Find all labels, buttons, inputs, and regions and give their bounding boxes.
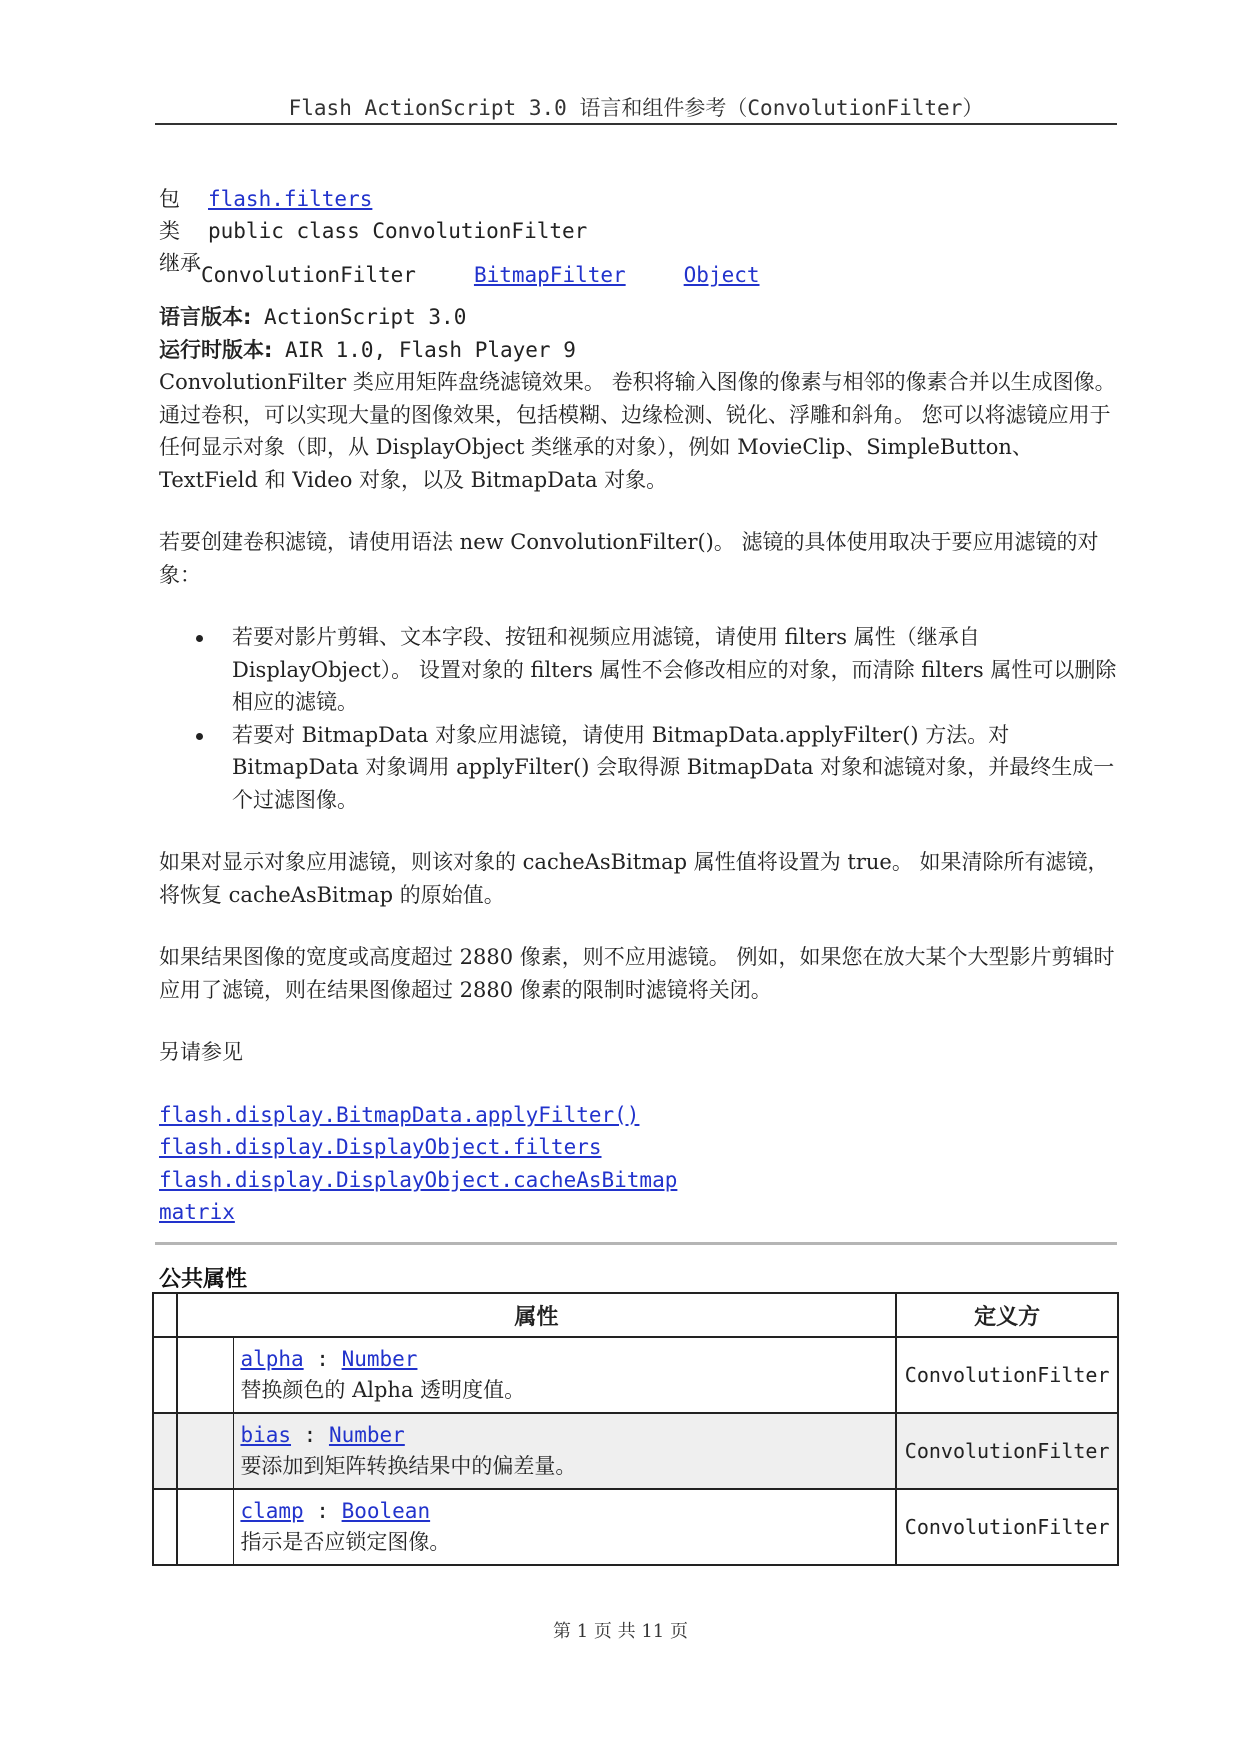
public-properties-table	[152, 1292, 1119, 1566]
inheritance-row	[159, 251, 1119, 301]
see-also-link-applyfilter[interactable]: flash.display.BitmapData.applyFilter()	[159, 1102, 640, 1127]
column-header-defined-by: 定义方	[896, 1293, 1118, 1337]
property-name-link[interactable]: alpha	[240, 1347, 304, 1371]
package-row	[159, 183, 1119, 215]
intro-paragraph: ConvolutionFilter 类应用矩阵盘绕滤镜效果。 卷积将输入图像的像素与相邻的像素合并以生成图像。 通过卷积，可以实现大量的图像效果，包括模糊、边缘检测、锐化、浮雕和斜角。 您可以将滤镜应用于任何显示对象（即，从 DisplayObject 类继承的对象），例如 MovieClip、SimpleButton、TextField 和 Video 对象，以及 BitmapData 对象。	[159, 370, 1116, 492]
property-cell: clamp : Boolean 指示是否应锁定图像。	[234, 1489, 896, 1565]
document-body	[159, 183, 1119, 1229]
runtime-version-label: 运行时版本:	[159, 337, 273, 362]
property-type-link[interactable]: Number	[341, 1347, 418, 1371]
usage-list	[159, 621, 1119, 816]
table-row	[153, 1337, 1118, 1413]
property-name-link[interactable]: bias	[240, 1423, 292, 1447]
class-declaration: public class ConvolutionFilter	[208, 219, 588, 243]
column-header-property: 属性	[177, 1293, 897, 1337]
property-cell: bias : Number 要添加到矩阵转换结果中的偏差量。	[234, 1413, 896, 1489]
public-properties-title: 公共属性	[159, 1267, 248, 1292]
defined-by-cell: ConvolutionFilter	[896, 1337, 1118, 1413]
list-item: 若要对影片剪辑、文本字段、按钮和视频应用滤镜，请使用 filters 属性（继承自 DisplayObject）。 设置对象的 filters 属性不会修改相应的对象，而清除 filters 属性可以删除相应的滤镜。	[232, 621, 1119, 719]
language-version-value: ActionScript 3.0	[251, 305, 467, 329]
property-description: 要添加到矩阵转换结果中的偏差量。	[240, 1454, 577, 1478]
defined-by-cell: ConvolutionFilter	[896, 1413, 1118, 1489]
inheritance-link-object[interactable]: Object	[683, 263, 760, 287]
list-item: 若要对 BitmapData 对象应用滤镜，请使用 BitmapData.applyFilter() 方法。对 BitmapData 对象调用 applyFilter() 会取得源 BitmapData 对象和滤镜对象，并最终生成一个过滤图像。	[232, 719, 1119, 817]
property-description: 指示是否应锁定图像。	[240, 1530, 451, 1554]
header-rule	[155, 123, 1117, 125]
class-row	[159, 215, 1119, 247]
runtime-version-row	[159, 334, 1119, 367]
section-divider	[155, 1242, 1117, 1245]
runtime-version-value: AIR 1.0, Flash Player 9	[272, 337, 576, 362]
property-cell: alpha : Number 替换颜色的 Alpha 透明度值。	[234, 1337, 896, 1413]
language-version-label: 语言版本:	[159, 305, 252, 329]
package-label: 包	[159, 187, 180, 211]
see-also-link-cacheasbitmap[interactable]: flash.display.DisplayObject.cacheAsBitmap	[159, 1167, 678, 1192]
page-header-title: Flash ActionScript 3.0 语言和组件参考（ConvolutionFilter）	[288, 96, 984, 120]
see-also-title: 另请参见	[159, 1040, 243, 1064]
see-also-link-filters[interactable]: flash.display.DisplayObject.filters	[159, 1135, 602, 1159]
class-label: 类	[159, 219, 180, 243]
defined-by-cell: ConvolutionFilter	[896, 1489, 1118, 1565]
table-row	[153, 1413, 1118, 1489]
inheritance-label: 继承	[159, 251, 201, 275]
property-type-link[interactable]: Boolean	[341, 1499, 431, 1523]
page-footer: 第 1 页 共 11 页	[553, 1621, 688, 1642]
property-description: 替换颜色的 Alpha 透明度值。	[240, 1378, 526, 1402]
table-header-spacer	[153, 1293, 177, 1337]
property-name-link[interactable]: clamp	[240, 1499, 304, 1523]
table-row	[153, 1489, 1118, 1565]
package-link[interactable]: flash.filters	[208, 187, 373, 211]
table-header-row	[153, 1293, 1118, 1337]
cache-paragraph: 如果对显示对象应用滤镜，则该对象的 cacheAsBitmap 属性值将设置为 true。 如果清除所有滤镜，将恢复 cacheAsBitmap 的原始值。	[159, 850, 1109, 907]
language-version-row	[159, 301, 1119, 334]
see-also-link-matrix[interactable]: matrix	[159, 1200, 235, 1224]
inheritance-current: ConvolutionFilter	[201, 263, 416, 287]
property-type-link[interactable]: Number	[328, 1423, 405, 1447]
size-limit-paragraph: 如果结果图像的宽度或高度超过 2880 像素，则不应用滤镜。 例如，如果您在放大某个大型影片剪辑时应用了滤镜，则在结果图像超过 2880 像素的限制时滤镜将关闭。	[159, 945, 1115, 1002]
see-also-links	[159, 1099, 1119, 1229]
create-paragraph: 若要创建卷积滤镜，请使用语法 new ConvolutionFilter()。 滤镜的具体使用取决于要应用滤镜的对象：	[159, 530, 1099, 587]
inheritance-link-bitmapfilter[interactable]: BitmapFilter	[473, 263, 626, 287]
